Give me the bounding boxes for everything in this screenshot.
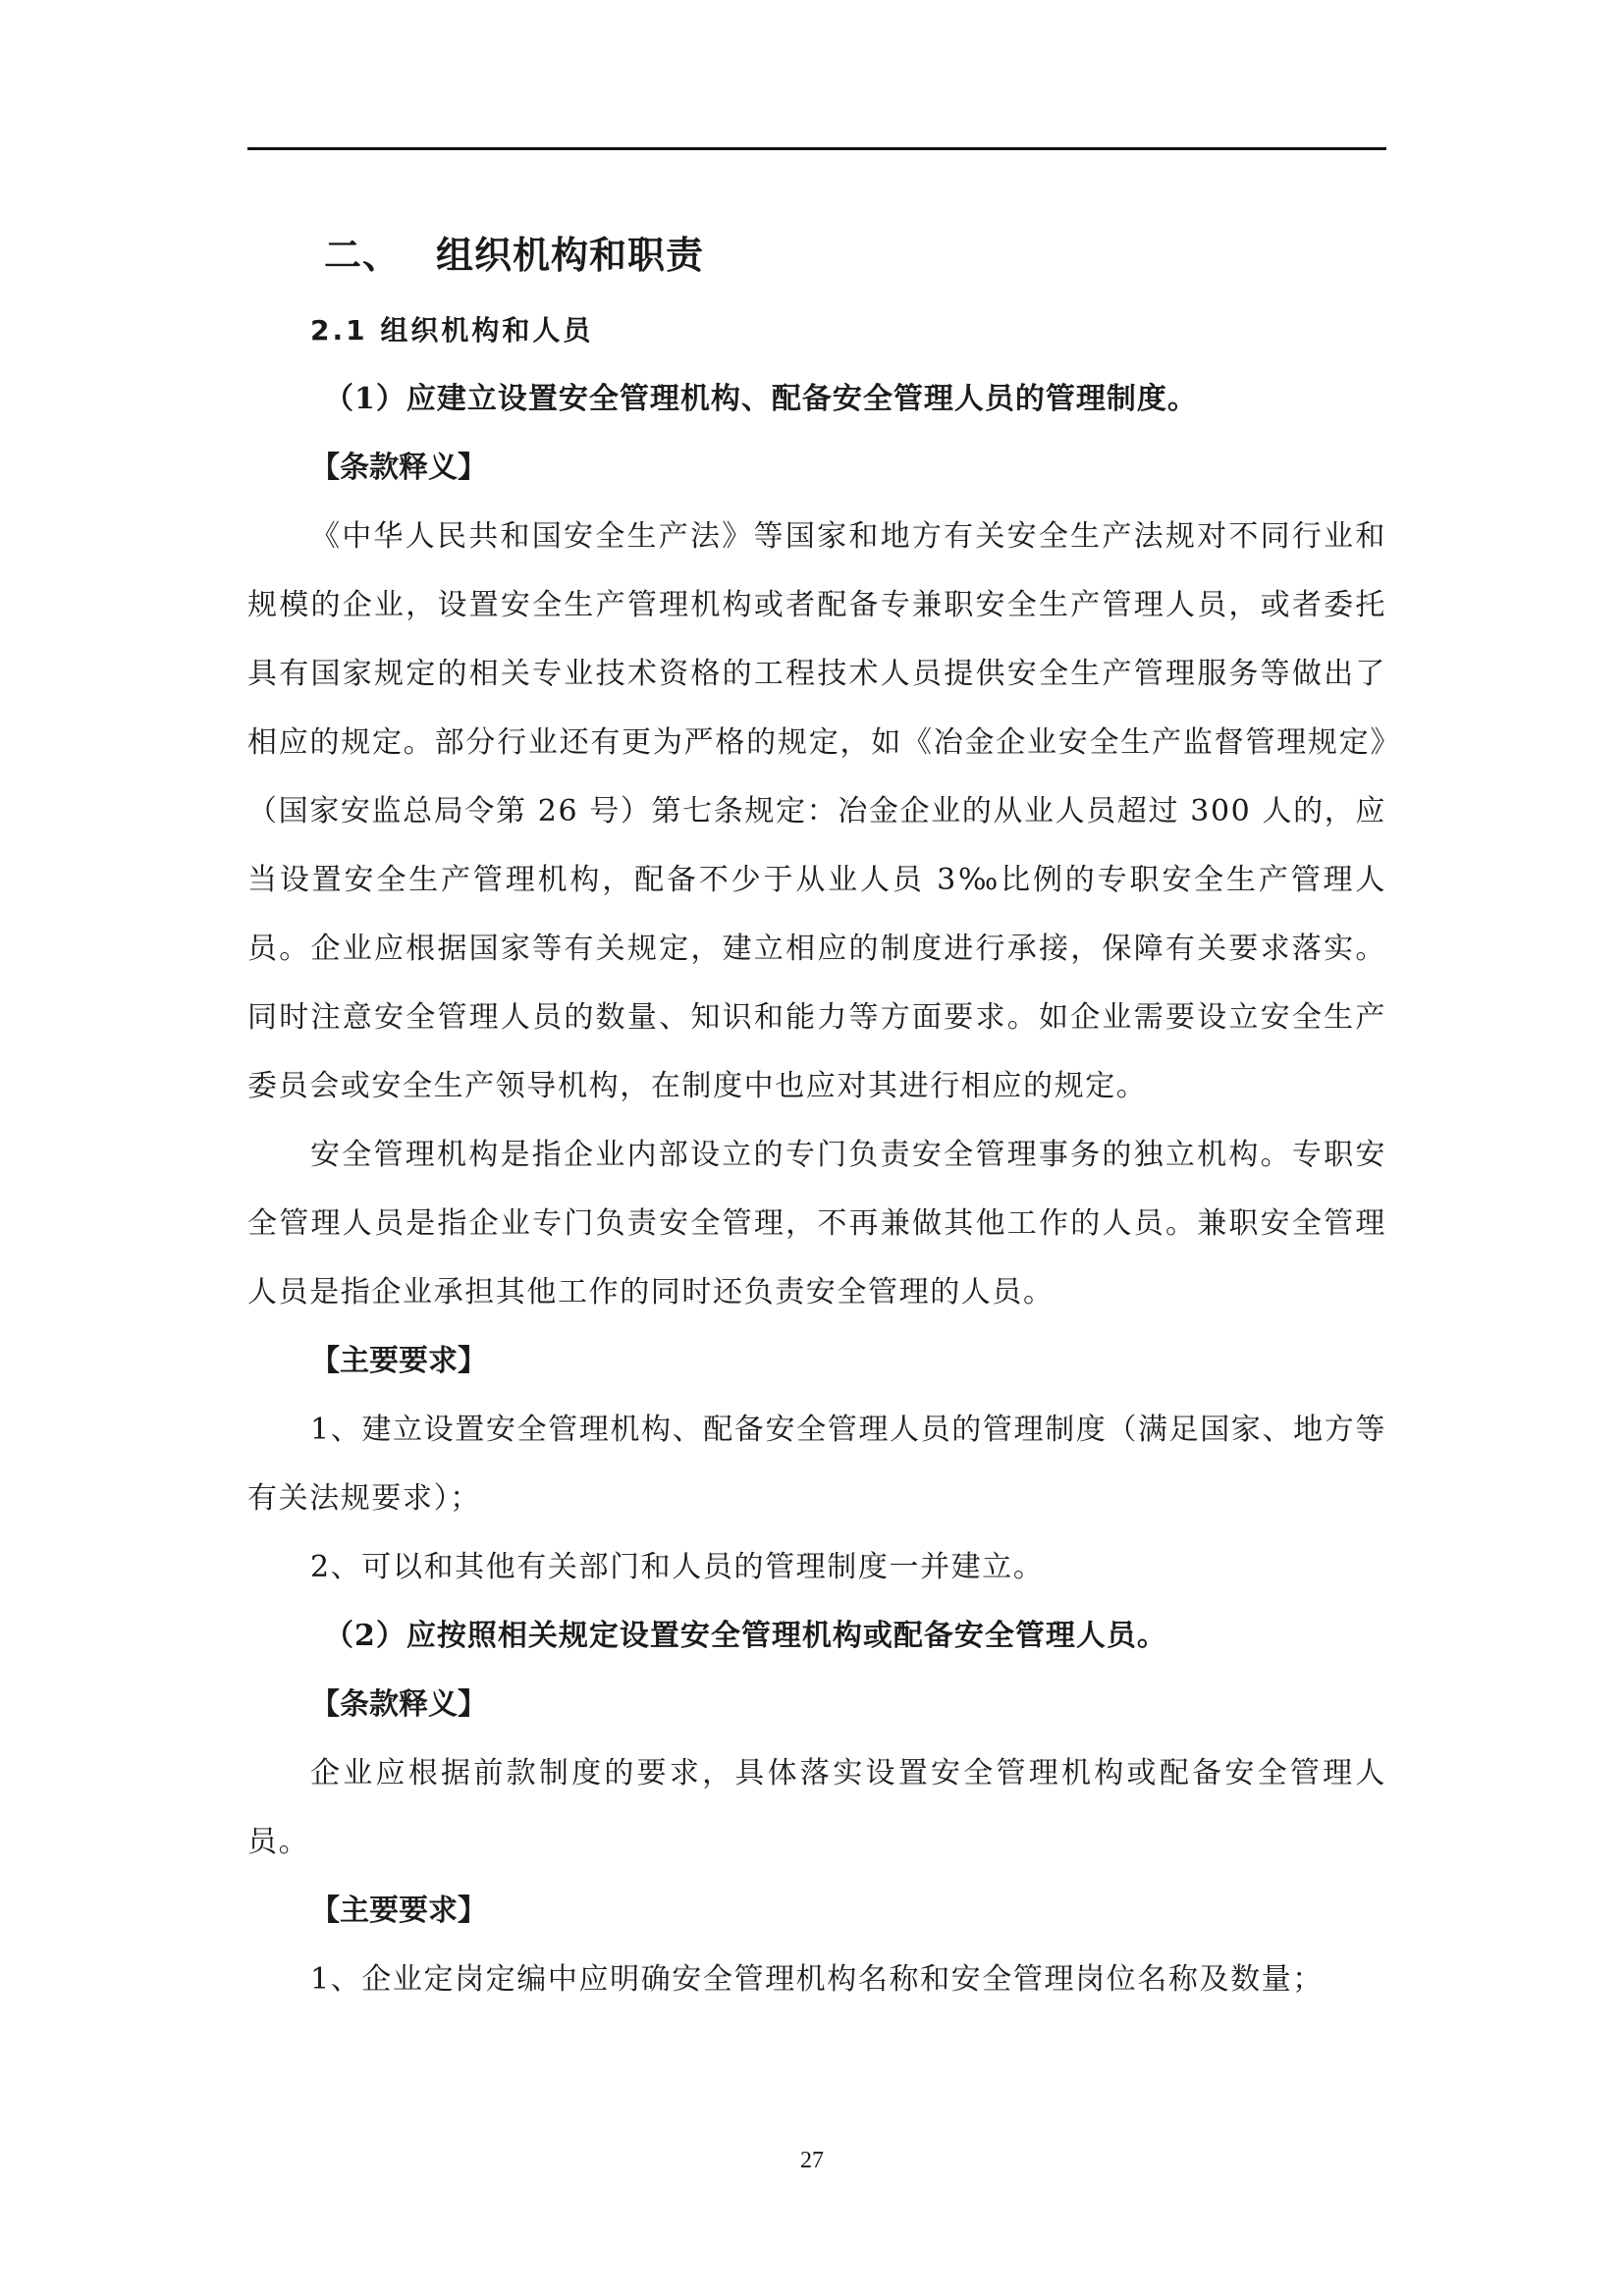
clause-1-interpretation-paragraph: 《中华人民共和国安全生产法》等国家和地方有关安全生产法规对不同行业和规模的企业，设置安全生产管理机构或者配备专兼职安全生产管理人员，或者委托具有国家规定的相关专业技术资格的工程技术人员提供安全生产管理服务等做出了相应的规定。部分行业还有更为严格的规定，如《冶金企业安全生产监督管理规定》（国家安监总局令第 26 号）第七条规定：冶金企业的从业人员超过 300 人的，应当设置安全生产管理机构，配备不少于从业人员 3‰比例的专职安全生产管理人员。企业应根据国家等有关规定，建立相应的制度进行承接，保障有关要求落实。同时注意安全管理人员的数量、知识和能力等方面要求。如企业需要设立安全生产委员会或安全生产领导机构，在制度中也应对其进行相应的规定。 [247, 519, 1386, 1103]
clause-1-requirement-item: 1、建立设置安全管理机构、配备安全管理人员的管理制度（满足国家、地方等有关法规要求）； [247, 1413, 1386, 1516]
clause-2-interpretation-paragraph: 企业应根据前款制度的要求，具体落实设置安全管理机构或配备安全管理人员。 [247, 1756, 1386, 1859]
clause-2-requirements-label: 【主要要求】 [310, 1894, 487, 1928]
subsection-title: 2.1 组织机构和人员 [310, 314, 594, 347]
section-number: 二、 [324, 234, 402, 277]
clause-2-heading: （2）应按照相关规定设置安全管理机构或配备安全管理人员。 [324, 1619, 1167, 1653]
clause-1-interpretation-paragraph: 安全管理机构是指企业内部设立的专门负责安全管理事务的独立机构。专职安全管理人员是指企业专门负责安全管理，不再兼做其他工作的人员。兼职安全管理人员是指企业承担其他工作的同时还负责安全管理的人员。 [247, 1138, 1386, 1309]
clause-1-interpretation-label: 【条款释义】 [310, 451, 487, 485]
page-number: 27 [800, 2148, 824, 2173]
header-rule [247, 147, 1386, 150]
clause-1-heading: （1）应建立设置安全管理机构、配备安全管理人员的管理制度。 [324, 382, 1198, 416]
clause-2-requirement-item: 1、企业定岗定编中应明确安全管理机构名称和安全管理岗位名称及数量； [310, 1962, 1324, 1997]
section-title [247, 214, 1386, 296]
section-title-text: 组织机构和职责 [436, 234, 705, 277]
clause-2-interpretation-label: 【条款释义】 [310, 1687, 487, 1722]
document-body [247, 214, 1386, 2014]
clause-1-requirement-item: 2、可以和其他有关部门和人员的管理制度一并建立。 [310, 1550, 1045, 1584]
clause-1-requirements-label: 【主要要求】 [310, 1344, 487, 1378]
